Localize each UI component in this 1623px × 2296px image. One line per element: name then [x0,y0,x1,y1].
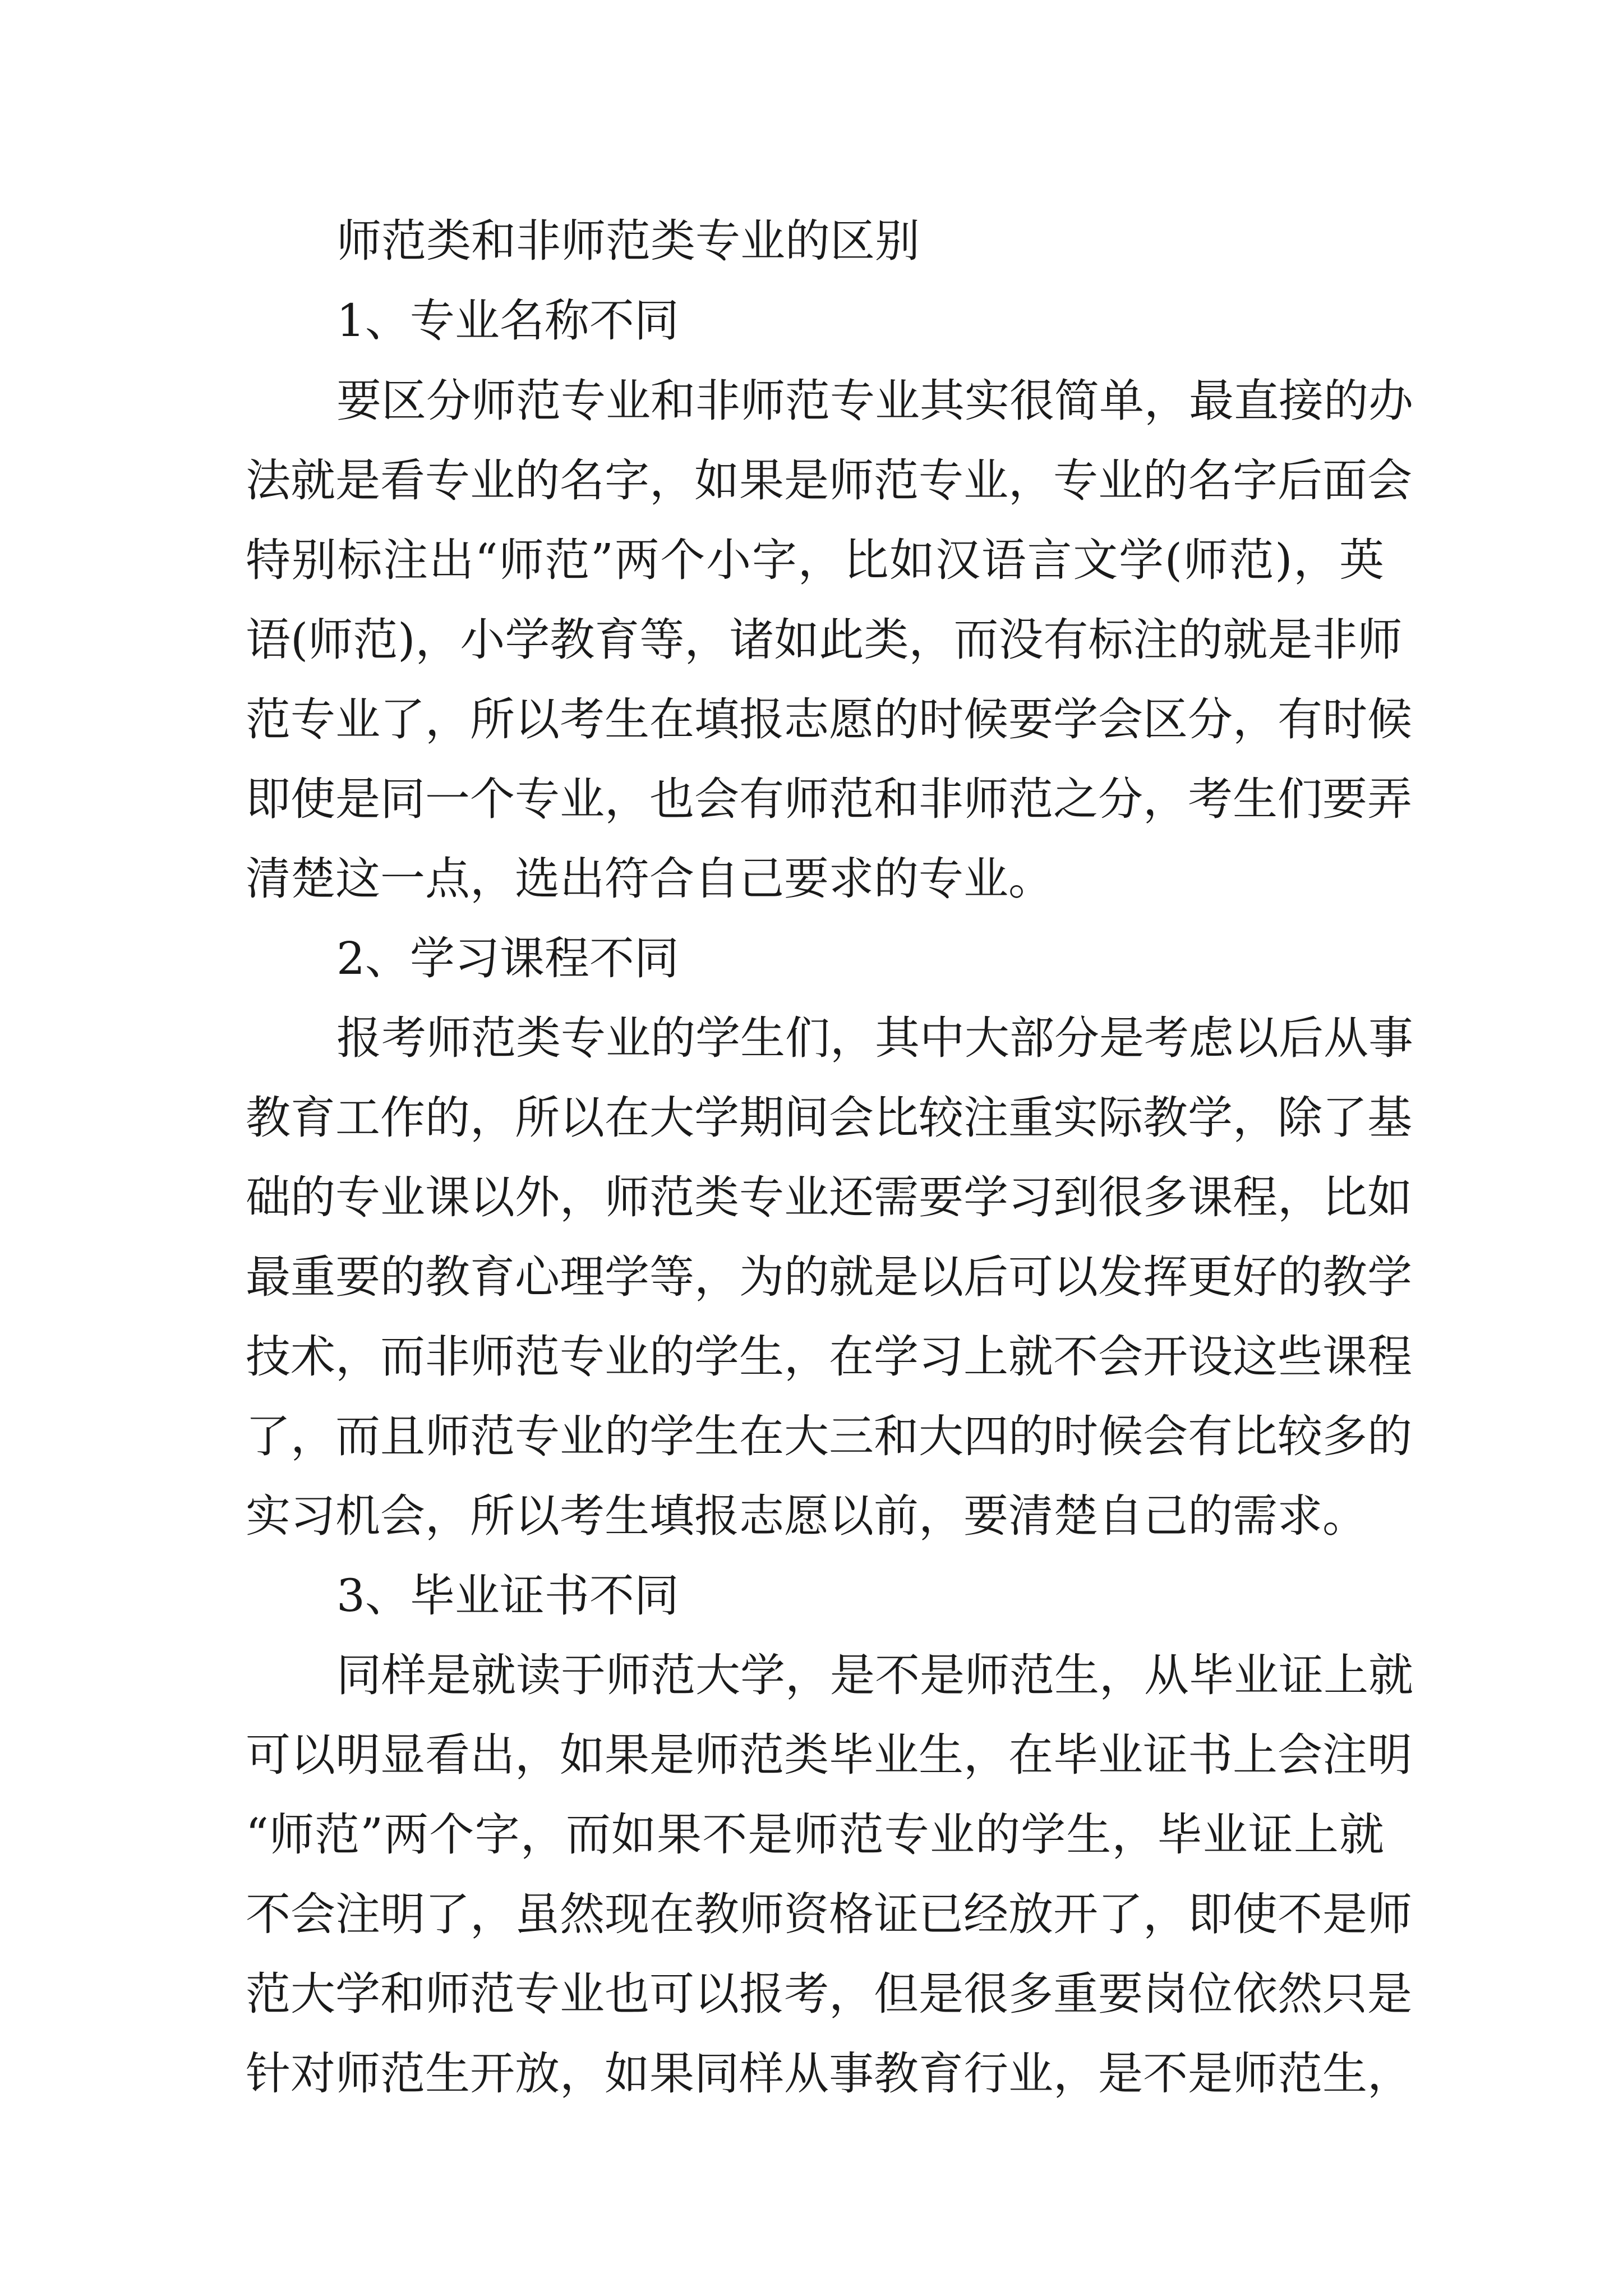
paragraph-2-line-2: 教育工作的，所以在大学期间会比较注重实际教学，除了基 [246,1092,1412,1144]
section-heading-2: 2、学习课程不同 [336,932,679,984]
paragraph-2-line-4: 最重要的教育心理学等，为的就是以后可以发挥更好的教学 [246,1251,1412,1303]
paragraph-3-line-6: 针对师范生开放，如果同样从事教育行业，是不是师范生， [246,2047,1412,2100]
paragraph-1-line-4: 语(师范)，小学教育等，诸如此类，而没有标注的就是非师 [246,614,1403,666]
paragraph-3-line-1: 同样是就读于师范大学，是不是师范生，从毕业证上就 [336,1649,1413,1701]
paragraph-2-line-1: 报考师范类专业的学生们，其中大部分是考虑以后从事 [336,1012,1413,1064]
paragraph-1-line-6: 即使是同一个专业，也会有师范和非师范之分，考生们要弄 [246,773,1412,825]
paragraph-1-line-3: 特别标注出“师范”两个小字，比如汉语言文学(师范)，英 [246,534,1384,586]
paragraph-3-line-5: 范大学和师范专业也可以报考，但是很多重要岗位依然只是 [246,1968,1412,2020]
paragraph-2-line-5: 技术，而非师范专业的学生，在学习上就不会开设这些课程 [246,1331,1412,1383]
paragraph-1-line-5: 范专业了，所以考生在填报志愿的时候要学会区分，有时候 [246,693,1412,746]
paragraph-1-line-2: 法就是看专业的名字，如果是师范专业，专业的名字后面会 [246,454,1412,507]
paragraph-1-line-1: 要区分师范专业和非师范专业其实很简单，最直接的办 [336,375,1413,427]
paragraph-3-line-4: 不会注明了，虽然现在教师资格证已经放开了，即使不是师 [246,1888,1412,1940]
paragraph-2-line-6: 了，而且师范专业的学生在大三和大四的时候会有比较多的 [246,1410,1412,1462]
paragraph-2-line-7: 实习机会，所以考生填报志愿以前，要清楚自己的需求。 [246,1490,1367,1542]
paragraph-2-line-3: 础的专业课以外，师范类专业还需要学习到很多课程，比如 [246,1171,1412,1223]
section-heading-1: 1、专业名称不同 [336,295,679,347]
section-heading-3: 3、毕业证书不同 [336,1570,679,1622]
paragraph-3-line-2: 可以明显看出，如果是师范类毕业生，在毕业证书上会注明 [246,1729,1412,1781]
paragraph-1-line-7: 清楚这一点，选出符合自己要求的专业。 [246,853,1053,905]
paragraph-3-line-3: “师范”两个字，而如果不是师范专业的学生，毕业证上就 [246,1809,1384,1861]
document-title: 师范类和非师范类专业的区别 [336,215,920,267]
